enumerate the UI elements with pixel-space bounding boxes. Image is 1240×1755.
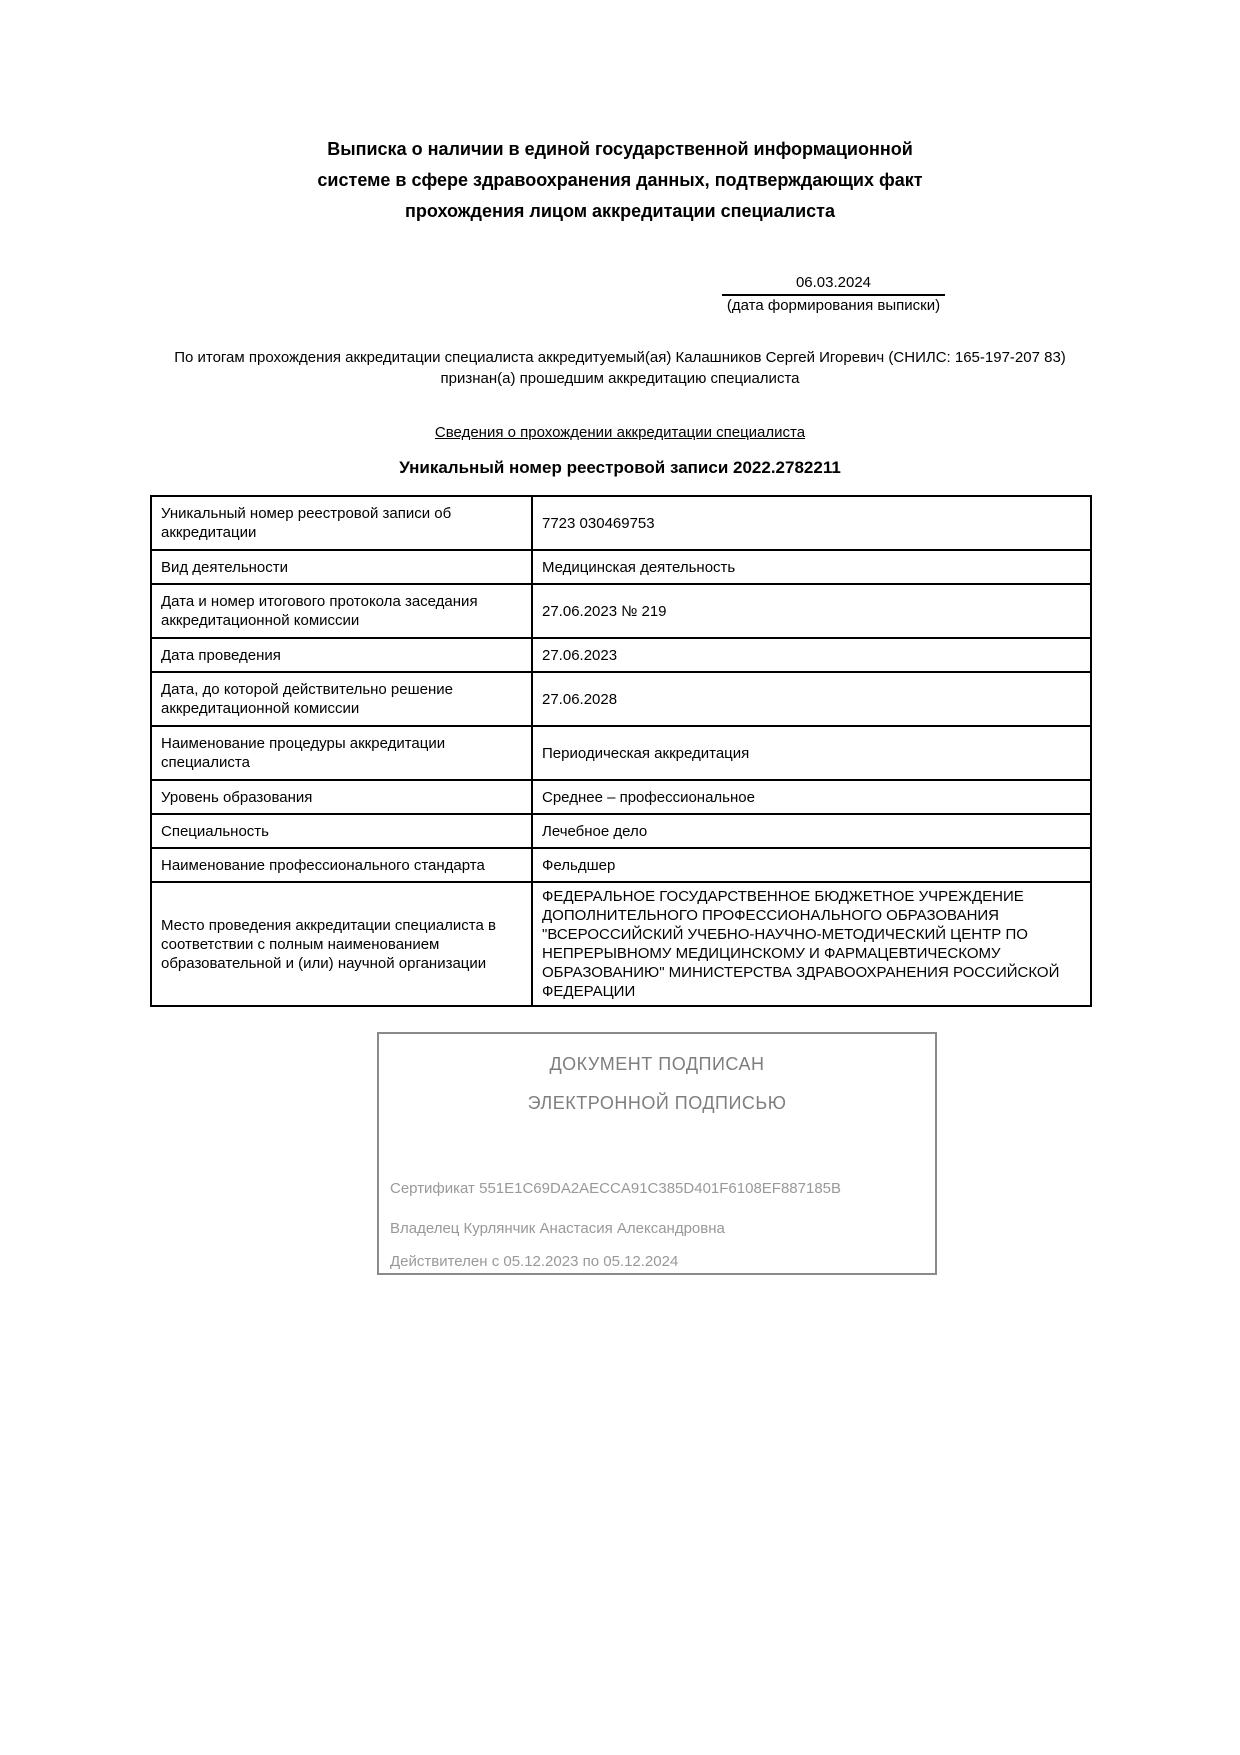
extract-date-block — [722, 274, 945, 314]
row-value-specialty: Лечебное дело — [532, 814, 1091, 848]
row-value-procedure-name: Периодическая аккредитация — [532, 726, 1091, 780]
table-row — [151, 496, 1091, 550]
row-value-accreditation-place: ФЕДЕРАЛЬНОЕ ГОСУДАРСТВЕННОЕ БЮДЖЕТНОЕ УЧРЕЖДЕНИЕ ДОПОЛНИТЕЛЬНОГО ПРОФЕССИОНАЛЬНОГО ОБРАЗОВАНИЯ "ВСЕРОССИЙСКИЙ УЧЕБНО-НАУЧНО-МЕТОДИЧЕСКИЙ ЦЕНТР ПО НЕПРЕРЫВНОМУ МЕДИЦИНСКОМУ И ФАРМАЦЕВТИЧЕСКОМУ ОБРАЗОВАНИЮ" МИНИСТЕРСТВА ЗДРАВООХРАНЕНИЯ РОССИЙСКОЙ ФЕДЕРАЦИИ — [532, 882, 1091, 1006]
accreditation-table — [150, 495, 1092, 1007]
row-value-professional-standard: Фельдшер — [532, 848, 1091, 882]
row-value-protocol: 27.06.2023 № 219 — [532, 584, 1091, 638]
document-title-line-3: прохождения лицом аккредитации специалиста — [405, 201, 835, 221]
registry-number-heading: Уникальный номер реестровой записи 2022.2782211 — [399, 458, 841, 477]
table-row — [151, 726, 1091, 780]
table-row — [151, 780, 1091, 814]
row-label-specialty: Специальность — [151, 814, 532, 848]
stamp-certificate: Сертификат 551E1C69DA2AECCA91C385D401F6108EF887185B — [390, 1180, 842, 1197]
row-value-registry-number: 7723 030469753 — [532, 496, 1091, 550]
row-label-valid-until: Дата, до которой действительно решение аккредитационной комиссии — [151, 672, 532, 726]
row-label-registry-number: Уникальный номер реестровой записи об аккредитации — [151, 496, 532, 550]
stamp-heading-line-1: ДОКУМЕНТ ПОДПИСАН — [549, 1054, 765, 1074]
intro-line-2: признан(а) прошедшим аккредитацию специалиста — [440, 370, 800, 387]
stamp-heading-line-2: ЭЛЕКТРОННОЙ ПОДПИСЬЮ — [527, 1093, 787, 1113]
row-label-professional-standard: Наименование профессионального стандарта — [151, 848, 532, 882]
row-label-education-level: Уровень образования — [151, 780, 532, 814]
document-title-line-1: Выписка о наличии в единой государственной информационной — [327, 139, 913, 159]
row-label-activity-type: Вид деятельности — [151, 550, 532, 584]
table-row — [151, 550, 1091, 584]
section-heading — [0, 424, 1240, 441]
row-label-procedure-name: Наименование процедуры аккредитации специалиста — [151, 726, 532, 780]
intro-line-1: По итогам прохождения аккредитации специалиста аккредитуемый(ая) Калашников Сергей Игоревич (СНИЛС: 165-197-207 83) — [174, 349, 1066, 366]
stamp-validity: Действителен с 05.12.2023 по 05.12.2024 — [390, 1253, 679, 1270]
extract-date: 06.03.2024 — [722, 274, 945, 296]
row-value-valid-until: 27.06.2028 — [532, 672, 1091, 726]
table-row — [151, 638, 1091, 672]
row-label-date-held: Дата проведения — [151, 638, 532, 672]
row-value-activity-type: Медицинская деятельность — [532, 550, 1091, 584]
intro-paragraph — [0, 347, 1240, 389]
section-heading-text: Сведения о прохождении аккредитации специалиста — [434, 424, 806, 441]
extract-date-caption: (дата формирования выписки) — [726, 297, 941, 314]
table-row — [151, 882, 1091, 1006]
row-value-education-level: Среднее – профессиональное — [532, 780, 1091, 814]
electronic-signature-stamp — [377, 1032, 937, 1275]
row-label-protocol: Дата и номер итогового протокола заседания аккредитационной комиссии — [151, 584, 532, 638]
table-row — [151, 814, 1091, 848]
table-row — [151, 584, 1091, 638]
document-title — [0, 134, 1240, 227]
stamp-owner: Владелец Курлянчик Анастасия Александровна — [390, 1220, 725, 1237]
row-value-date-held: 27.06.2023 — [532, 638, 1091, 672]
document-title-line-2: системе в сфере здравоохранения данных, подтверждающих факт — [317, 170, 923, 190]
row-label-accreditation-place: Место проведения аккредитации специалиста в соответствии с полным наименованием образовательной и (или) научной организации — [151, 882, 532, 1006]
table-row — [151, 672, 1091, 726]
table-row — [151, 848, 1091, 882]
